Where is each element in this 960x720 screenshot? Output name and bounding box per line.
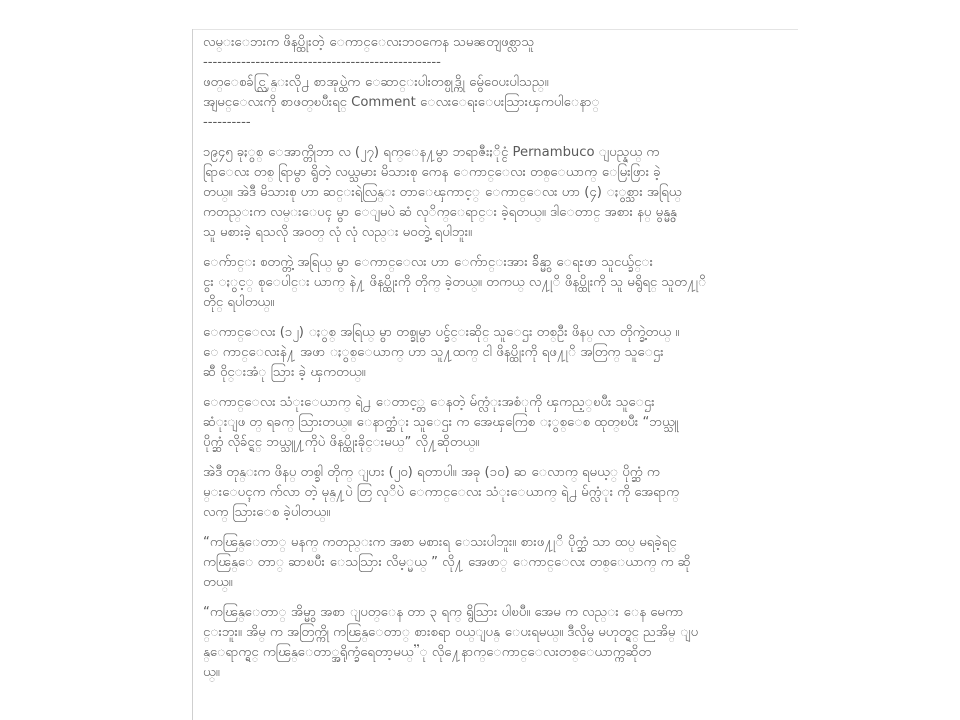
paragraph-line: ယ္။ <box>203 665 220 680</box>
paragraph-line: လက္ သြားေစ ခဲ့ပါတယ္။ <box>203 505 331 520</box>
paragraph <box>203 533 785 593</box>
paragraph <box>203 323 785 383</box>
paragraph-line: “ကၽြန္ေတာ္ မနက္ ကတည္းက အစာ မစားရ ေသးပါဘူး။ စားဖ႔ုိ ပိုက္ဆံ သာ ထပ္ မရခဲ့ရင္ <box>203 535 677 550</box>
paragraph-line: ကတည္းက လမ္းေပၚ မွာ ေျမပဲ ဆံ လုိက္ေရာင္း ခဲ့ရတယ္။ ဒါေတာင္ အစား နပ္ မွန္မွန္ <box>203 205 677 220</box>
paragraph-line: ေကာင္ေလး (၁၂) ႏွစ္ အရြယ္ မွာ တစ္ခုမွာ ပင္ခ်င္းဆိုင္ သူေဌး တစ္ဦး ဖိနပ္ လာ တိုက္ခဲ့တယ္ ။ <box>203 325 680 340</box>
intro-line: ဖတ္ေစခ်င္လြန္းလို႕ စာအုပ္ထဲက ေဆာင္းပါးတစ္ပုဒ္ကို မွ်ေဝေပးပါသည္။ <box>203 75 549 90</box>
paragraph-line: န္ေရာက္ရင္ ကၽြန္ေတာ္အရိုက္ခံရေတာ့မယ္”ု လို႔ေနာက္ေကာင္ေလးတစ္ေယာက္ကဆိုတ <box>203 645 652 660</box>
paragraph-line: သူ မစားခဲ့ ရသလို အဝတ္ လုံ လုံ လည္း မဝတ္ခဲ့ ရပါဘူး။ <box>203 225 473 240</box>
paragraph-line: တယ္။ <box>203 575 233 590</box>
paragraph-line: ပိုက္ဆံ လိုခ်င္ရင္ ဘယ္သူ႔ကိုပဲ ဖိနပ္ထိုးခိုင္းမယ္” လို႔ဆိုတယ္။ <box>203 435 480 450</box>
document-body <box>203 33 785 720</box>
paragraph-line: “ကၽြန္ေတာ္ အိမ္မွာ အစာ ျပတ္ေန တာ ၃ ရက္ ရွိသြား ပါၿပီ။ အေမ က လည္း ေန မေကာ <box>203 605 684 620</box>
intro-line: အျမင္ေလးကို စာဖတ္ၿပီးရင္ Comment ေလးေရးေပးသြားၾကပါေနာ္ <box>203 95 600 110</box>
paragraph-line: ေက်ာင္း စတက္တဲ့ အရြယ္ မွာ ေကာင္ေလး ဟာ ေက်ာင္းအား ခ်ိန္မွာ ေရႊဖာ သူငယ္ခ်င္း <box>203 255 653 270</box>
paragraph-line: မ္းေပၚက က်လာ တဲ့ မုန္႔ပဲ တြ လုိပဲ ေကာင္ေလး သံုးေယာက္ ရဲ႕ မ်က္လံုး ကို အေရာက္ <box>203 485 680 500</box>
paragraph <box>203 253 785 313</box>
paragraph <box>203 603 785 683</box>
separator-line: ---------- <box>203 115 251 130</box>
paragraph-line: ကၽြန္ေ တာ္ ဆာၿပီး ေသသြား လိမ့္မယ္ ” လို႔ အေဖာ္ ေကာင္ေလး တစ္ေယာက္ က ဆို <box>203 555 691 570</box>
intro-block <box>203 73 785 133</box>
paragraph <box>203 463 785 523</box>
paragraph-line: အဲဒီ တုန္းက ဖိနပ္ တစ္ခါ တိုက္ ျပား (၂၀) ရတာပါ။ အခု (၁၀) ဆ ေလာက္ ရမယ့္ ပိုက္ဆံ က <box>203 465 660 480</box>
paragraph-line: ရြာေလး တစ္ ရြာမွာ ရွိတဲ့ လယ္သမား မိသားစု ကေန ေကာင္ေလး တစ္ေယာက္ ေမြးဖြား ခဲ့ <box>203 165 661 180</box>
paragraph-line: ဆံုးျဖ တ္ ရခက္ သြားတယ္။ ေနာက္ဆံုး သူေဌး က အေၾကြေစ ႏွစ္ေစ ထုတ္ၿပီး “ဘယ္သူ <box>203 415 679 430</box>
page-top-border <box>192 29 798 30</box>
paragraph-line: တယ္။ အဲဒီ မိသားစု ဟာ ဆင္းရဲလြန္း တာေၾကာင့္ ေကာင္ေလး ဟာ (၄) ႏွစ္သား အရြယ္ <box>203 185 682 200</box>
document-title: လမ္းေဘးက ဖိနပ္ထိုးတဲ့ ေကာင္ေလးဘဝကေန သမၼတျဖစ္လာသူ <box>203 35 535 50</box>
document-header <box>203 33 785 73</box>
paragraph-line: င္းဘူး။ အိမ္ က အတြက္ကို ကၽြန္ေတာ္ စားစရာ ဝယ္ျပန္ ေပးရမယ္။ ဒီလိုမွ မဟုတ္ရင္ ညအိမ္ ျပ <box>203 625 699 640</box>
paragraph <box>203 393 785 453</box>
paragraph <box>203 143 785 243</box>
paragraph-line: ၁၉၄၅ ခုႏွစ္ ေအာက္တိုဘာ လ (၂၇) ရက္ေန႔မွာ ဘရာဇီးႏိုင္ငံ Pernambuco ျပည္နယ္ က <box>203 145 660 160</box>
paragraph-line: ေ ကာင္ေလးနဲ႔ အဖာ ႏွစ္ေယာက္ ဟာ သူ႔ထက္ ငါ ဖိနပ္ထိုးကို ရဖ႔ုိ အတြက္ သူေဌး <box>203 345 664 360</box>
separator-line: -------------------------------------------------- <box>203 55 441 70</box>
paragraph-line: ေကာင္ေလး သံုးေယာက္ ရဲ႕ ေတာင့္တ ေနတဲ့ မ်က္လံုးအစံုကို ၾကည့္ၿပီး သူေဌး <box>203 395 655 410</box>
paragraph-line: တိုင္ ရပါတယ္။ <box>203 295 275 310</box>
paragraph-line: ဆီ ဝိုင္းအံု သြား ခဲ့ ၾကတယ္။ <box>203 365 366 380</box>
paragraph-line: ငွး ႏွင့္ စုေပါင္း ယာက္ နဲ႔ ဖိနပ္ထိုးကို တိုက္ ခဲ့တယ္။ တကယ္ လ႔ုိ ဖိနပ္ထိုးကို သူ မရွိရင္ သူတ႔ုိ <box>203 275 707 290</box>
page-left-border <box>192 29 193 720</box>
